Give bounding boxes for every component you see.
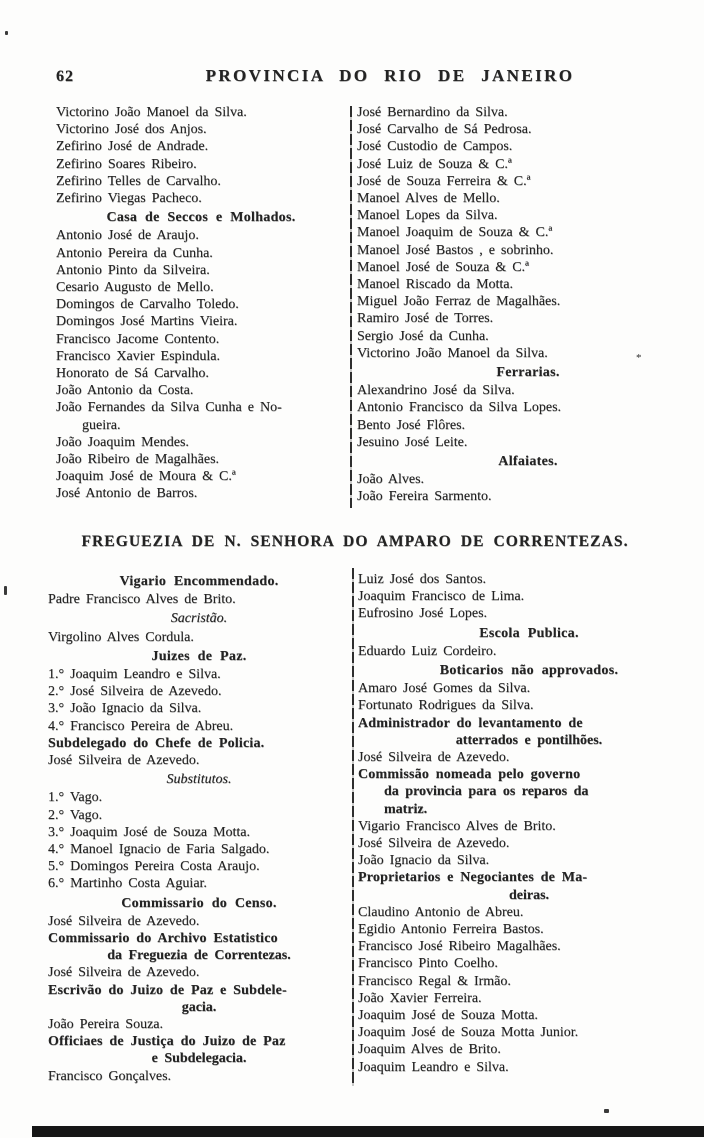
directory-entry: Virgolino Alves Cordula.	[48, 629, 194, 645]
section-heading: Commissario do Censo.	[121, 895, 277, 911]
directory-entry: Antonio Pinto da Silveira.	[56, 262, 210, 278]
directory-entry: João Joaquim Mendes.	[56, 434, 189, 450]
directory-column-bottom-left	[48, 571, 350, 1085]
directory-entry: Joaquim José de Moura & C.ª	[56, 469, 236, 485]
freguezia-section-title: FREGUEZIA DE N. SENHORA DO AMPARO DE CORRENTEZAS.	[81, 533, 629, 550]
scan-speck	[604, 1109, 609, 1113]
directory-entry: Manoel José Bastos , e sobrinho.	[357, 242, 554, 258]
directory-column-top-left	[56, 104, 346, 503]
directory-entry: Fortunato Rodrigues da Silva.	[358, 698, 534, 714]
directory-entry: 2.° Vago.	[48, 807, 103, 823]
directory-entry: Victorino João Manoel da Silva.	[357, 345, 548, 361]
directory-entry: Joaquim José de Souza Motta Junior.	[358, 1025, 579, 1041]
directory-entry: Manoel Lopes da Silva.	[357, 208, 498, 224]
column-divider-rule	[352, 568, 354, 1086]
directory-entry: Eduardo Luiz Cordeiro.	[358, 643, 497, 659]
section-heading: Commissão nomeada pelo governo	[358, 767, 581, 783]
directory-entry: Egidio Antonio Ferreira Bastos.	[358, 922, 544, 938]
directory-entry: Zefirino Soares Ribeiro.	[56, 156, 197, 172]
directory-entry: José de Souza Ferreira & C.ª	[357, 173, 531, 189]
directory-entry: Jesuino José Leite.	[357, 434, 468, 450]
directory-entry: 5.° Domingos Pereira Costa Araujo.	[48, 859, 260, 875]
directory-entry: Zefirino Viegas Pacheco.	[56, 191, 202, 207]
directory-entry: Francisco Xavier Espindula.	[56, 348, 221, 364]
directory-entry: João Ribeiro de Magalhães.	[56, 452, 220, 468]
directory-entry: Cesario Augusto de Mello.	[56, 280, 214, 296]
directory-entry: Francisco Jacome Contento.	[56, 331, 220, 347]
section-heading: Proprietarios e Negociantes de Ma-	[358, 870, 588, 886]
directory-entry: Domingos José Martins Vieira.	[56, 314, 238, 330]
directory-entry: José Silveira de Azevedo.	[358, 750, 510, 766]
directory-entry: 6.° Martinho Costa Aguiar.	[48, 876, 207, 892]
section-heading: atterrados e pontilhões.	[455, 732, 603, 748]
directory-entry: gueira.	[82, 417, 121, 433]
directory-entry: Victorino José dos Anjos.	[56, 122, 207, 138]
directory-entry: Bento José Flôres.	[357, 417, 466, 433]
column-divider-rule	[350, 106, 352, 508]
directory-entry: José Carvalho de Sá Pedrosa.	[357, 122, 532, 138]
directory-entry: Sergio José da Cunha.	[357, 328, 489, 344]
directory-entry: Joaquim Alves de Brito.	[358, 1042, 501, 1058]
section-heading: Escrivão do Juizo de Paz e Subdele-	[48, 982, 287, 998]
directory-entry: Manoel Alves de Mello.	[357, 191, 500, 207]
section-heading: e Subdelegacia.	[151, 1051, 247, 1067]
directory-column-bottom-right	[358, 571, 700, 1076]
scan-speck	[4, 586, 7, 595]
directory-entry: Antonio Francisco da Silva Lopes.	[357, 400, 562, 416]
directory-entry: Antonio José de Araujo.	[56, 228, 199, 244]
directory-entry: 4.° Manoel Ignacio de Faria Salgado.	[48, 842, 270, 858]
directory-entry: 3.° João Ignacio da Silva.	[48, 701, 202, 717]
directory-entry: Francisco Gonçalves.	[48, 1068, 172, 1084]
directory-entry: Vigario Francisco Alves de Brito.	[358, 818, 556, 834]
section-heading: Sacristão.	[170, 611, 228, 627]
directory-entry: José Silveira de Azevedo.	[48, 965, 200, 981]
section-heading: da provincia para os reparos da	[384, 784, 589, 800]
directory-entry: Joaquim Francisco de Lima.	[358, 589, 525, 605]
directory-entry: Claudino Antonio de Abreu.	[358, 904, 524, 920]
directory-entry: Zefirino José de Andrade.	[56, 139, 209, 155]
section-heading: Escola Publica.	[479, 625, 579, 641]
directory-entry: Francisco Regal & Irmão.	[358, 973, 511, 989]
directory-entry: 1.° Vago.	[48, 790, 103, 806]
directory-entry: Miguel João Ferraz de Magalhães.	[357, 294, 561, 310]
scan-edge-bar	[32, 1126, 704, 1137]
section-heading: matriz.	[384, 801, 428, 817]
directory-entry: Francisco Pinto Coelho.	[358, 956, 498, 972]
directory-entry: Eufrosino José Lopes.	[358, 606, 488, 622]
directory-entry: João Fereira Sarmento.	[357, 489, 492, 505]
directory-entry: 2.° José Silveira de Azevedo.	[48, 684, 222, 700]
section-heading: Officiaes de Justiça do Juizo de Paz	[48, 1034, 286, 1050]
scan-speck	[5, 31, 8, 35]
directory-entry: José Silveira de Azevedo.	[48, 753, 200, 769]
section-heading: Vigario Encommendado.	[119, 574, 279, 589]
directory-entry: 3.° Joaquim José de Souza Motta.	[48, 824, 251, 840]
section-heading: Subdelegado do Chefe de Policia.	[48, 735, 265, 751]
directory-entry: João Alves.	[357, 472, 425, 488]
section-heading: gacia.	[181, 999, 217, 1015]
directory-entry: João Pereira Souza.	[48, 1017, 164, 1033]
directory-entry: José Silveira de Azevedo.	[358, 836, 510, 852]
directory-entry: Luiz José dos Santos.	[358, 572, 487, 587]
directory-entry: José Silveira de Azevedo.	[48, 913, 200, 929]
directory-entry: Francisco José Ribeiro Magalhães.	[358, 939, 561, 955]
directory-entry: José Bernardino da Silva.	[357, 105, 508, 120]
directory-entry: José Custodio de Campos.	[357, 139, 513, 155]
directory-entry: João Fernandes da Silva Cunha e No-	[56, 400, 282, 416]
section-heading: Alfaiates.	[498, 454, 558, 470]
section-heading: Casa de Seccos e Molhados.	[106, 210, 296, 226]
directory-entry: Honorato de Sá Carvalho.	[56, 366, 209, 382]
section-heading: Juizes de Paz.	[151, 648, 247, 664]
directory-entry: Victorino João Manoel da Silva.	[56, 105, 247, 120]
directory-entry: Manoel Joaquim de Souza & C.ª	[357, 225, 553, 241]
directory-entry: 1.° Joaquim Leandro e Silva.	[48, 667, 221, 683]
ink-mark: *	[636, 352, 642, 364]
directory-entry: Manoel Riscado da Motta.	[357, 277, 514, 293]
section-heading: Ferrarias.	[496, 365, 560, 381]
section-heading: Administrador do levantamento de	[358, 715, 583, 731]
directory-entry: Joaquim Leandro e Silva.	[358, 1059, 509, 1075]
directory-entry: José Antonio de Barros.	[56, 486, 198, 502]
directory-entry: Ramiro José de Torres.	[357, 311, 494, 327]
section-heading: Commissario do Archivo Estatistico	[48, 931, 278, 947]
page-number: 62	[56, 68, 74, 85]
directory-entry: Padre Francisco Alves de Brito.	[48, 592, 236, 608]
directory-entry: João Ignacio da Silva.	[358, 853, 490, 869]
directory-entry: Domingos de Carvalho Toledo.	[56, 297, 239, 313]
directory-entry: José Luiz de Souza & C.ª	[357, 156, 512, 172]
section-heading: Boticarios não approvados.	[439, 663, 619, 679]
directory-entry: Zefirino Telles de Carvalho.	[56, 173, 221, 189]
directory-entry: Amaro José Gomes da Silva.	[358, 681, 531, 697]
directory-entry: João Xavier Ferreira.	[358, 990, 482, 1006]
directory-entry: Joaquim José de Souza Motta.	[358, 1008, 538, 1024]
section-heading: da Freguezia de Correntezas.	[107, 948, 291, 964]
directory-entry: João Antonio da Costa.	[56, 383, 194, 399]
directory-entry: Manoel José de Souza & C.ª	[357, 259, 529, 275]
directory-entry: 4.° Francisco Pereira de Abreu.	[48, 718, 234, 734]
directory-entry: Alexandrino José da Silva.	[357, 383, 515, 399]
section-heading: deiras.	[508, 887, 550, 903]
directory-column-top-right	[357, 104, 699, 506]
section-heading: Substitutos.	[166, 772, 232, 788]
directory-entry: Antonio Pereira da Cunha.	[56, 245, 213, 261]
running-title: PROVINCIA DO RIO DE JANEIRO	[205, 66, 575, 85]
